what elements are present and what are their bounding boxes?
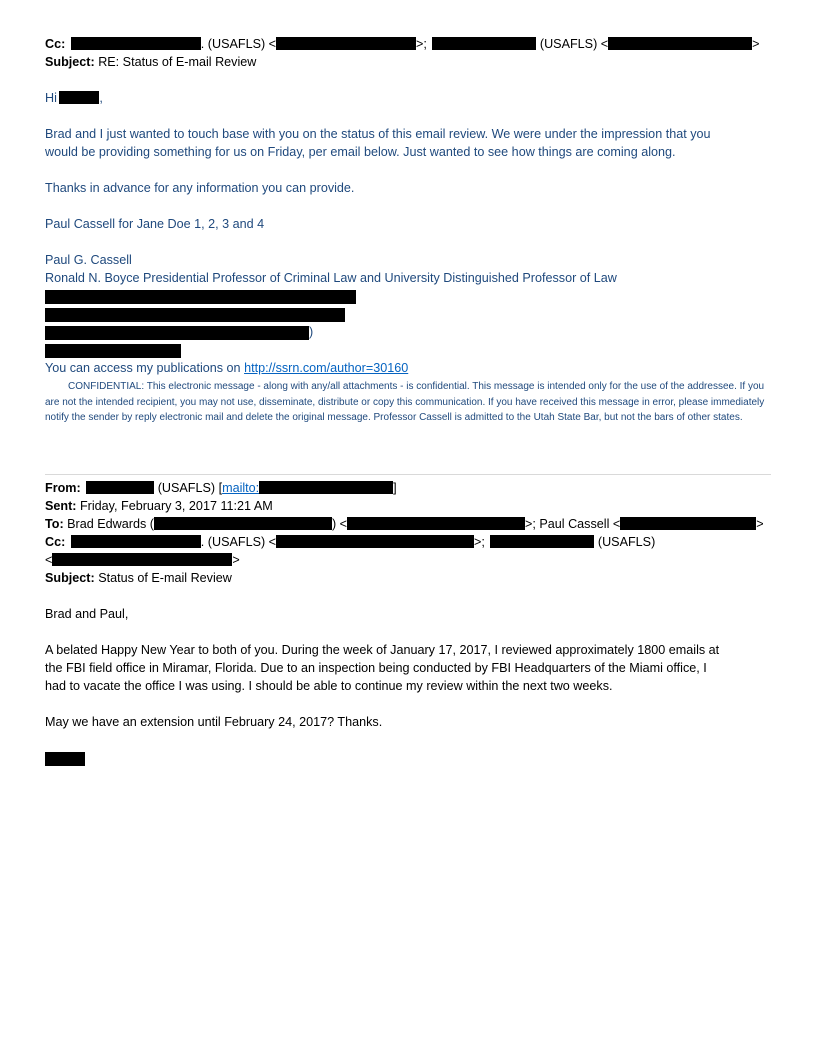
reply-para3: Paul Cassell for Jane Doe 1, 2, 3 and 4 — [45, 217, 265, 231]
original-sent-label: Sent: — [45, 499, 77, 513]
signature-paren: ) — [309, 325, 314, 339]
signature-redaction-1 — [45, 290, 356, 304]
reply-subject: RE: Status of E-mail Review — [98, 55, 257, 69]
original-from-mailto-link[interactable]: mailto: — [222, 481, 260, 495]
original-greeting: Brad and Paul, — [45, 607, 129, 621]
redaction — [71, 535, 201, 548]
greeting-text: Hi — [45, 91, 57, 105]
original-cc-text-3: (USAFLS) — [597, 535, 656, 549]
original-cc-text-1: . (USAFLS) < — [200, 535, 277, 549]
original-closing: May we have an extension until February 24, 2017? Thanks. — [45, 715, 383, 729]
confidentiality-notice: CONFIDENTIAL: This electronic message - along with any/all attachments - is confidential. This message is intended only for the use of the addressee. If you are not the intended recipient, you may not use, disseminate, distribute or copy this communication. If you have received this message in error, please immediately notify the sender by reply electronic mail and delete the original message. Professor Cassell is admitted to the Utah State Bar, but not the bars of other states. — [45, 381, 765, 423]
original-to-text-3: >; Paul Cassell < — [525, 517, 621, 531]
redaction — [86, 481, 154, 494]
publications-line — [45, 360, 408, 377]
original-body-line3: had to vacate the office I was using. I should be able to continue my review within the next two weeks. — [45, 679, 613, 693]
redaction — [347, 517, 525, 530]
redaction — [154, 517, 332, 530]
original-sent-line — [45, 498, 273, 515]
original-subject-label: Subject: — [45, 571, 95, 585]
original-cc-text-4: < — [45, 553, 53, 567]
reply-cc-end: > — [752, 37, 760, 51]
signature-redaction-2 — [45, 308, 345, 322]
original-cc-text-5: > — [232, 553, 240, 567]
original-to-text-1: Brad Edwards ( — [67, 517, 154, 531]
reply-cc-text: . (USAFLS) < — [200, 37, 277, 51]
original-from-line — [45, 480, 397, 497]
redaction — [490, 535, 594, 548]
original-body-line1: A belated Happy New Year to both of you. During the week of January 17, 2017, I reviewed approximately 1800 emails at — [45, 643, 720, 657]
redaction — [608, 37, 752, 50]
reply-cc-line — [45, 36, 759, 53]
original-subject: Status of E-mail Review — [98, 571, 232, 585]
original-sent: Friday, February 3, 2017 11:21 AM — [79, 499, 273, 513]
signature-redaction-4 — [45, 344, 181, 358]
signature-name: Paul G. Cassell — [45, 253, 132, 267]
redaction — [276, 37, 416, 50]
reply-subject-label: Subject: — [45, 55, 95, 69]
reply-greeting — [45, 90, 103, 107]
original-cc-line — [45, 534, 655, 551]
original-subject-line — [45, 570, 232, 587]
redaction — [620, 517, 756, 530]
redaction — [71, 37, 201, 50]
signature-redaction-3 — [45, 326, 309, 340]
redaction — [259, 481, 393, 494]
original-to-label: To: — [45, 517, 64, 531]
original-cc-label: Cc: — [45, 535, 66, 549]
original-to-text-2: ) < — [331, 517, 348, 531]
original-from-text: (USAFLS) [ — [157, 481, 223, 495]
reply-para1-line2: would be providing something for us on Friday, per email below. Just wanted to see how things are coming along. — [45, 145, 676, 159]
original-body-line2: the FBI field office in Miramar, Florida. Due to an inspection being conducted by FBI Headquarters of the Miami office, I — [45, 661, 707, 675]
signature-title: Ronald N. Boyce Presidential Professor of Criminal Law and University Distinguished Professor of Law — [45, 271, 617, 285]
reply-para1-line1: Brad and I just wanted to touch base with you on the status of this email review. We were under the impression that you — [45, 127, 711, 141]
original-cc-text-2: >; — [474, 535, 485, 549]
greeting-comma: , — [99, 91, 103, 105]
publications-prefix: You can access my publications on — [45, 361, 245, 375]
original-cc-line-2 — [45, 552, 240, 569]
original-from-label: From: — [45, 481, 81, 495]
redaction — [52, 553, 232, 566]
reply-para2: Thanks in advance for any information you can provide. — [45, 181, 355, 195]
original-from-close: ] — [393, 481, 397, 495]
reply-cc-text-2: (USAFLS) < — [539, 37, 609, 51]
redaction — [59, 91, 99, 104]
reply-cc-separator: >; — [416, 37, 427, 51]
reply-cc-label: Cc: — [45, 37, 66, 51]
original-to-line — [45, 516, 764, 533]
redaction — [276, 535, 474, 548]
original-to-text-4: > — [756, 517, 764, 531]
publications-link[interactable]: http://ssrn.com/author=30160 — [244, 361, 409, 375]
redaction — [432, 37, 536, 50]
message-divider — [45, 474, 771, 475]
sender-signature-redaction — [45, 752, 85, 766]
reply-subject-line — [45, 54, 256, 71]
